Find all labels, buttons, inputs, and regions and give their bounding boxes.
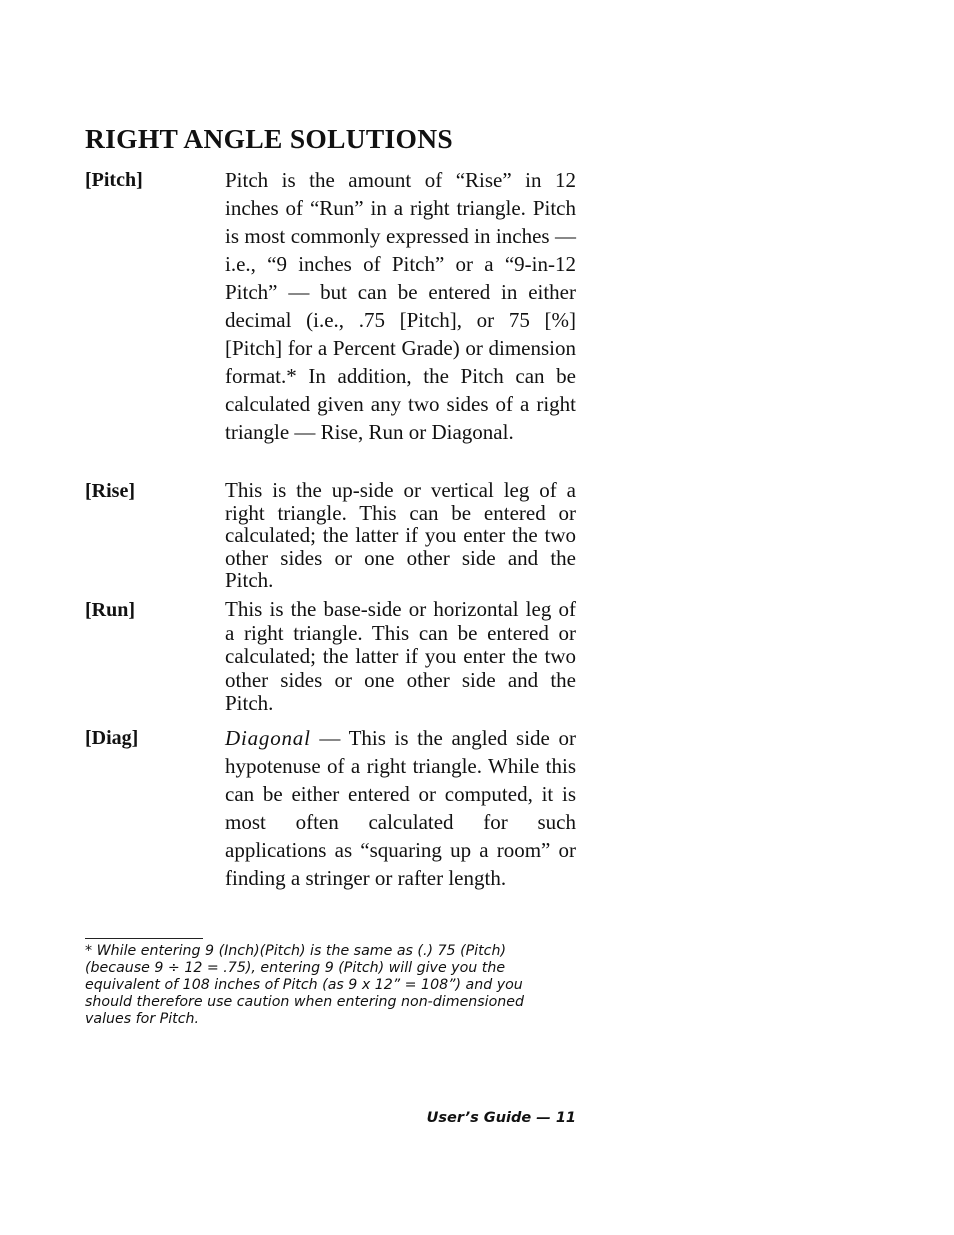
definition-diag-text: — This is the angled side or hypotenuse of a right triangle. While this can be either entered or computed, it is most often calculated for such applications as “squaring up a room” or finding a stringer or rafter length. [225, 726, 576, 890]
page-footer: User’s Guide — 11 [426, 1110, 576, 1126]
footnote-divider [85, 938, 203, 939]
term-run: [Run] [85, 599, 136, 621]
term-rise: [Rise] [85, 480, 135, 502]
definition-pitch: Pitch is the amount of “Rise” in 12 inches of “Run” in a right triangle. Pitch is most commonly expressed in inches — i.e., “9 inches of Pitch” or a “9-in-12 Pitch” — but can be entered in either decimal (i.e., .75 [Pitch], or 75 [%] [Pitch] for a Percent Grade) or dimension format.* In addition, the Pitch can be calculated given any two sides of a right triangle — Rise, Run or Diagonal. [225, 168, 576, 444]
definition-run: This is the base-side or horizontal leg of a right triangle. This can be entered or calculated; the latter if you enter the two other sides or one other side and the Pitch. [225, 597, 576, 715]
term-pitch: [Pitch] [85, 169, 143, 191]
term-diag: [Diag] [85, 727, 139, 749]
definition-rise: This is the up-side or vertical leg of a right triangle. This can be entered or calculated; the latter if you enter the two other sides or one other side and the Pitch. [225, 478, 576, 592]
footnote: * While entering 9 (Inch)(Pitch) is the same as (.) 75 (Pitch) (because 9 ÷ 12 = .75), entering 9 (Pitch) will give you the equivalent of 108 inches of Pitch (as 9 x 12” = 108”) and you should therefore use caution when entering non-dimensioned values for Pitch. [85, 943, 525, 1027]
page-title: RIGHT ANGLE SOLUTIONS [85, 123, 453, 154]
definition-diag [225, 724, 576, 892]
definition-diag-emphasis: Diagonal [225, 726, 311, 750]
